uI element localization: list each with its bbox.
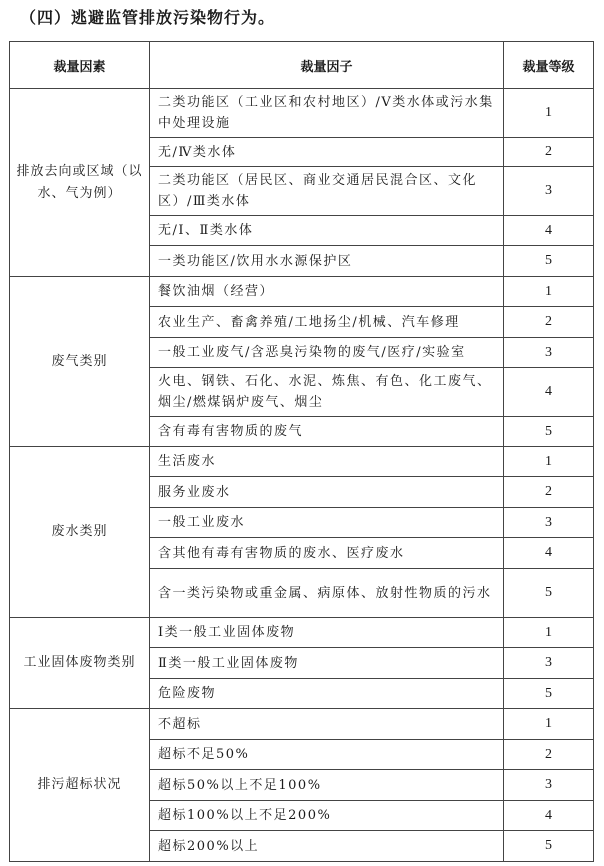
factor-cell: 二类功能区（工业区和农村地区）/V类水体或污水集中处理设施 [150,89,504,138]
level-cell: 3 [504,508,594,538]
level-cell: 3 [504,338,594,368]
level-cell: 4 [504,216,594,246]
section-title: （四）逃避监管排放污染物行为。 [20,8,276,27]
level-cell: 5 [504,831,594,862]
table-row [10,447,594,477]
group-name-waste-gas: 废气类别 [10,277,150,447]
level-cell: 3 [504,648,594,679]
level-cell: 3 [504,770,594,801]
factor-cell: 生活废水 [150,447,504,477]
table-row [10,277,594,307]
factor-cell: 服务业废水 [150,477,504,508]
level-cell: 1 [504,618,594,648]
level-cell: 3 [504,167,594,216]
level-cell: 2 [504,307,594,338]
level-cell: 5 [504,569,594,618]
factor-cell: Ⅱ类一般工业固体废物 [150,648,504,679]
factor-cell: 危险废物 [150,679,504,709]
level-cell: 5 [504,417,594,447]
level-cell: 5 [504,246,594,277]
header-factor: 裁量因子 [150,42,504,89]
discretion-table [9,41,594,862]
factor-cell: 农业生产、畜禽养殖/工地扬尘/机械、汽车修理 [150,307,504,338]
factor-cell: 不超标 [150,709,504,740]
level-cell: 5 [504,679,594,709]
factor-cell: 火电、钢铁、石化、水泥、炼焦、有色、化工废气、烟尘/燃煤锅炉废气、烟尘 [150,368,504,417]
group-name-discharge-area: 排放去向或区域（以水、气为例） [10,89,150,277]
level-cell: 1 [504,709,594,740]
table-row [10,709,594,740]
factor-cell: 含有毒有害物质的废气 [150,417,504,447]
group-name-exceedance: 排污超标状况 [10,709,150,862]
level-cell: 4 [504,801,594,831]
table-row [10,89,594,138]
factor-cell: 一类功能区/饮用水水源保护区 [150,246,504,277]
level-cell: 4 [504,538,594,569]
level-cell: 4 [504,368,594,417]
header-factor-group: 裁量因素 [10,42,150,89]
factor-cell: 一般工业废水 [150,508,504,538]
factor-cell: 超标100%以上不足200% [150,801,504,831]
factor-cell: 无/Ⅳ类水体 [150,138,504,167]
header-level: 裁量等级 [504,42,594,89]
level-cell: 1 [504,277,594,307]
level-cell: 2 [504,477,594,508]
level-cell: 2 [504,138,594,167]
level-cell: 1 [504,89,594,138]
table-header-row [10,42,594,89]
level-cell: 1 [504,447,594,477]
group-name-solid-waste: 工业固体废物类别 [10,618,150,709]
level-cell: 2 [504,740,594,770]
factor-cell: 二类功能区（居民区、商业交通居民混合区、文化区）/Ⅲ类水体 [150,167,504,216]
factor-cell: 餐饮油烟（经营） [150,277,504,307]
factor-cell: 超标200%以上 [150,831,504,862]
factor-cell: 一般工业废气/含恶臭污染物的废气/医疗/实验室 [150,338,504,368]
factor-cell: Ⅰ类一般工业固体废物 [150,618,504,648]
table-row [10,618,594,648]
group-name-waste-water: 废水类别 [10,447,150,618]
factor-cell: 无/Ⅰ、Ⅱ类水体 [150,216,504,246]
factor-cell: 含一类污染物或重金属、病原体、放射性物质的污水 [150,569,504,618]
factor-cell: 含其他有毒有害物质的废水、医疗废水 [150,538,504,569]
factor-cell: 超标50%以上不足100% [150,770,504,801]
factor-cell: 超标不足50% [150,740,504,770]
